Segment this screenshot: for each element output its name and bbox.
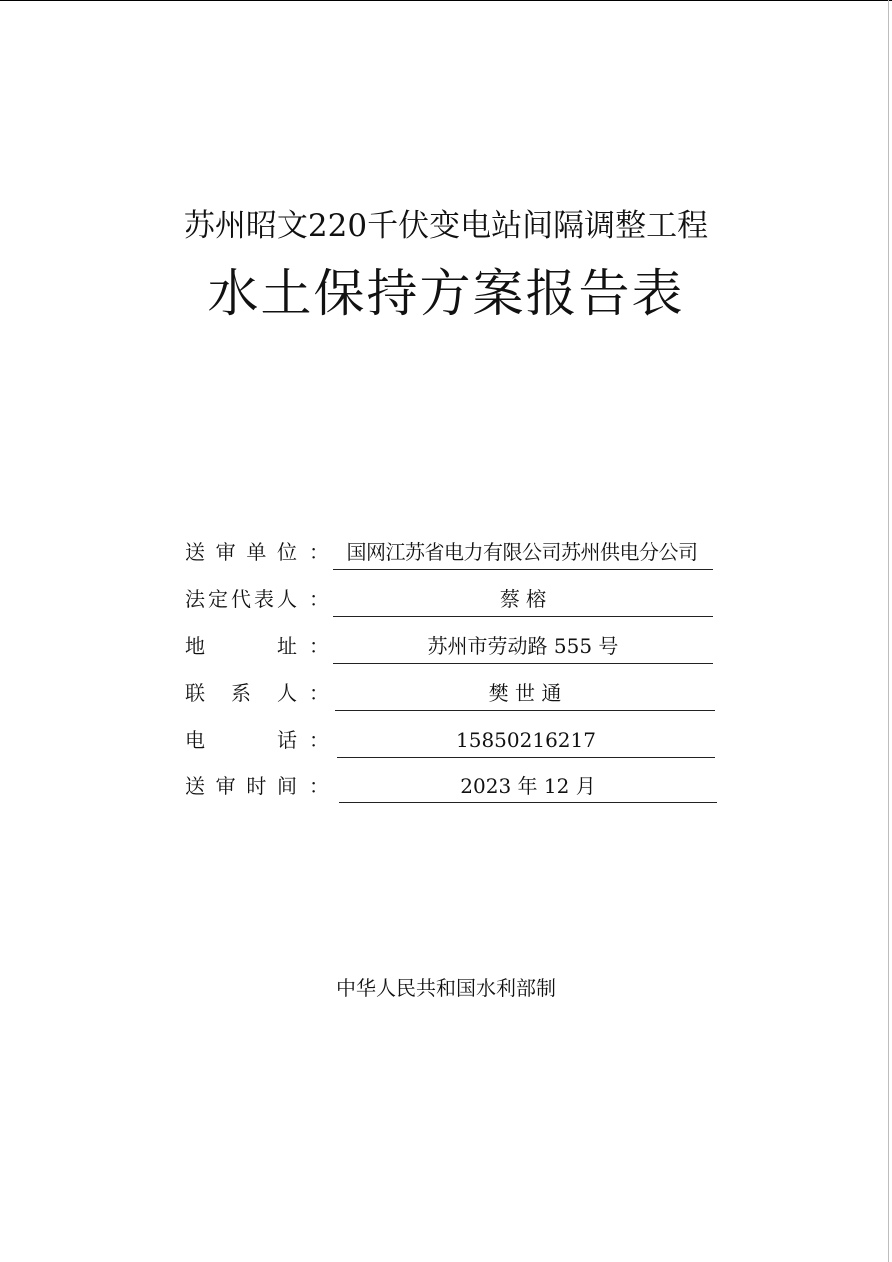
label-char: 送 xyxy=(185,774,205,798)
label-char: 位 xyxy=(276,540,297,564)
info-row-submission-date xyxy=(0,771,892,817)
label-char: 审 xyxy=(215,540,236,564)
info-underline xyxy=(337,757,715,758)
info-label-submitting-unit xyxy=(185,537,297,567)
label-char: 话 xyxy=(277,728,297,752)
info-colon: ： xyxy=(309,774,329,798)
info-label-contact-person xyxy=(185,678,297,708)
info-row-telephone xyxy=(0,725,892,771)
label-char: 址 xyxy=(277,634,297,658)
info-value-submitting-unit: 国网江苏省电力有限公司苏州供电分公司 xyxy=(346,540,698,564)
info-value-legal-representative: 蔡 榕 xyxy=(499,587,547,611)
info-underline xyxy=(333,569,713,570)
info-colon: ： xyxy=(309,681,329,705)
label-char: 法 xyxy=(185,587,205,611)
label-char: 审 xyxy=(215,774,236,798)
label-char: 送 xyxy=(185,540,205,564)
info-colon: ： xyxy=(309,587,329,611)
label-char: 代 xyxy=(231,587,251,611)
info-value-address: 苏州市劳动路 555 号 xyxy=(427,634,619,658)
label-char: 联 xyxy=(185,681,205,705)
label-char: 定 xyxy=(208,587,228,611)
document-type-title: 水土保持方案报告表 xyxy=(207,265,685,324)
info-colon: ： xyxy=(309,540,329,564)
label-char: 表 xyxy=(254,587,274,611)
info-colon: ： xyxy=(309,634,329,658)
info-row-legal-representative xyxy=(0,584,892,630)
info-row-contact-person xyxy=(0,678,892,724)
info-label-submission-date xyxy=(185,771,297,801)
info-underline xyxy=(339,802,717,803)
info-value-telephone: 15850216217 xyxy=(456,728,596,752)
top-border-line xyxy=(0,0,892,1)
label-char: 间 xyxy=(276,774,297,798)
info-label-legal-representative xyxy=(185,584,297,614)
label-char: 地 xyxy=(185,634,205,658)
info-underline xyxy=(333,616,713,617)
label-char: 人 xyxy=(277,681,297,705)
info-row-address xyxy=(0,631,892,677)
label-char: 系 xyxy=(231,681,251,705)
label-char: 电 xyxy=(185,728,205,752)
project-title: 苏州昭文220千伏变电站间隔调整工程 xyxy=(183,208,709,244)
info-underline xyxy=(333,663,713,664)
info-colon: ： xyxy=(309,728,329,752)
label-char: 单 xyxy=(246,540,267,564)
info-label-telephone xyxy=(185,725,297,755)
info-value-submission-date: 2023 年 12 月 xyxy=(460,774,596,798)
info-underline xyxy=(335,710,715,711)
info-label-address xyxy=(185,631,297,661)
label-char: 人 xyxy=(277,587,297,611)
issuing-authority: 中华人民共和国水利部制 xyxy=(336,976,556,1000)
info-value-contact-person: 樊 世 通 xyxy=(488,681,562,705)
label-char: 时 xyxy=(246,774,267,798)
info-row-submitting-unit xyxy=(0,537,892,583)
